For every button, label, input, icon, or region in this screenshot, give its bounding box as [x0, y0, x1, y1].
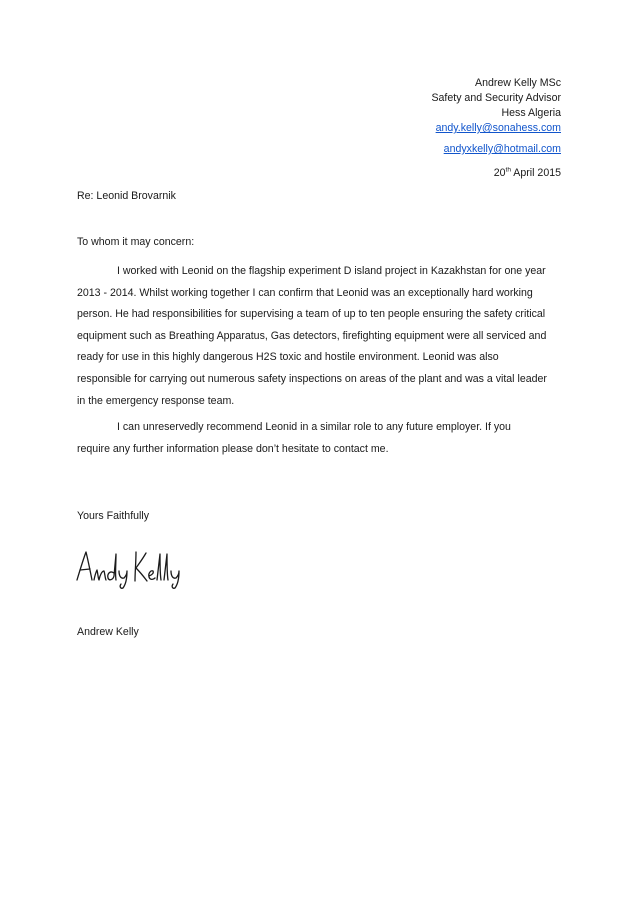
- paragraph-line: in the emergency response team.: [77, 394, 235, 407]
- paragraph-line: 2013 - 2014. Whilst working together I can confirm that Leonid was an exceptionally hard working: [77, 286, 533, 299]
- paragraph-line: ready for use in this highly dangerous H2S toxic and hostile environment. Leonid was also: [77, 351, 499, 364]
- sender-title: Safety and Security Advisor: [431, 92, 561, 104]
- paragraph-line: require any further information please don’t hesitate to contact me.: [77, 442, 389, 455]
- paragraph-line: equipment such as Breathing Apparatus, Gas detectors, firefighting equipment were all serviced and: [77, 329, 547, 342]
- sender-name: Andrew Kelly MSc: [475, 77, 561, 89]
- date-month-year: April 2015: [510, 167, 561, 179]
- closing: Yours Faithfully: [77, 510, 150, 522]
- signatory-name: Andrew Kelly: [77, 626, 139, 638]
- paragraph-line: responsible for carrying out numerous safety inspections on areas of the plant and was a vital leader: [77, 372, 547, 385]
- date-suffix: th: [505, 166, 511, 174]
- paragraph-line: I worked with Leonid on the flagship experiment D island project in Kazakhstan for one year: [117, 265, 546, 277]
- subject-line: Re: Leonid Brovarnik: [77, 190, 176, 202]
- paragraph-line: person. He had responsibilities for supervising a team of up to ten people ensuring the safety critical: [77, 308, 546, 321]
- paragraph-line: I can unreservedly recommend Leonid in a similar role to any future employer. If you: [117, 421, 511, 434]
- sender-company: Hess Algeria: [501, 107, 561, 119]
- paragraph-2: [77, 417, 561, 460]
- paragraph-1: [77, 261, 561, 412]
- handwritten-signature: [74, 540, 184, 590]
- sender-personal-email-link[interactable]: andyxkelly@hotmail.com: [443, 143, 561, 155]
- sender-block: [431, 76, 561, 181]
- sender-work-email-link[interactable]: andy.kelly@sonahess.com: [435, 122, 561, 134]
- letter-body: [77, 261, 561, 460]
- letter-date: [431, 166, 561, 181]
- date-day: 20: [493, 167, 506, 179]
- salutation: To whom it may concern:: [77, 236, 195, 248]
